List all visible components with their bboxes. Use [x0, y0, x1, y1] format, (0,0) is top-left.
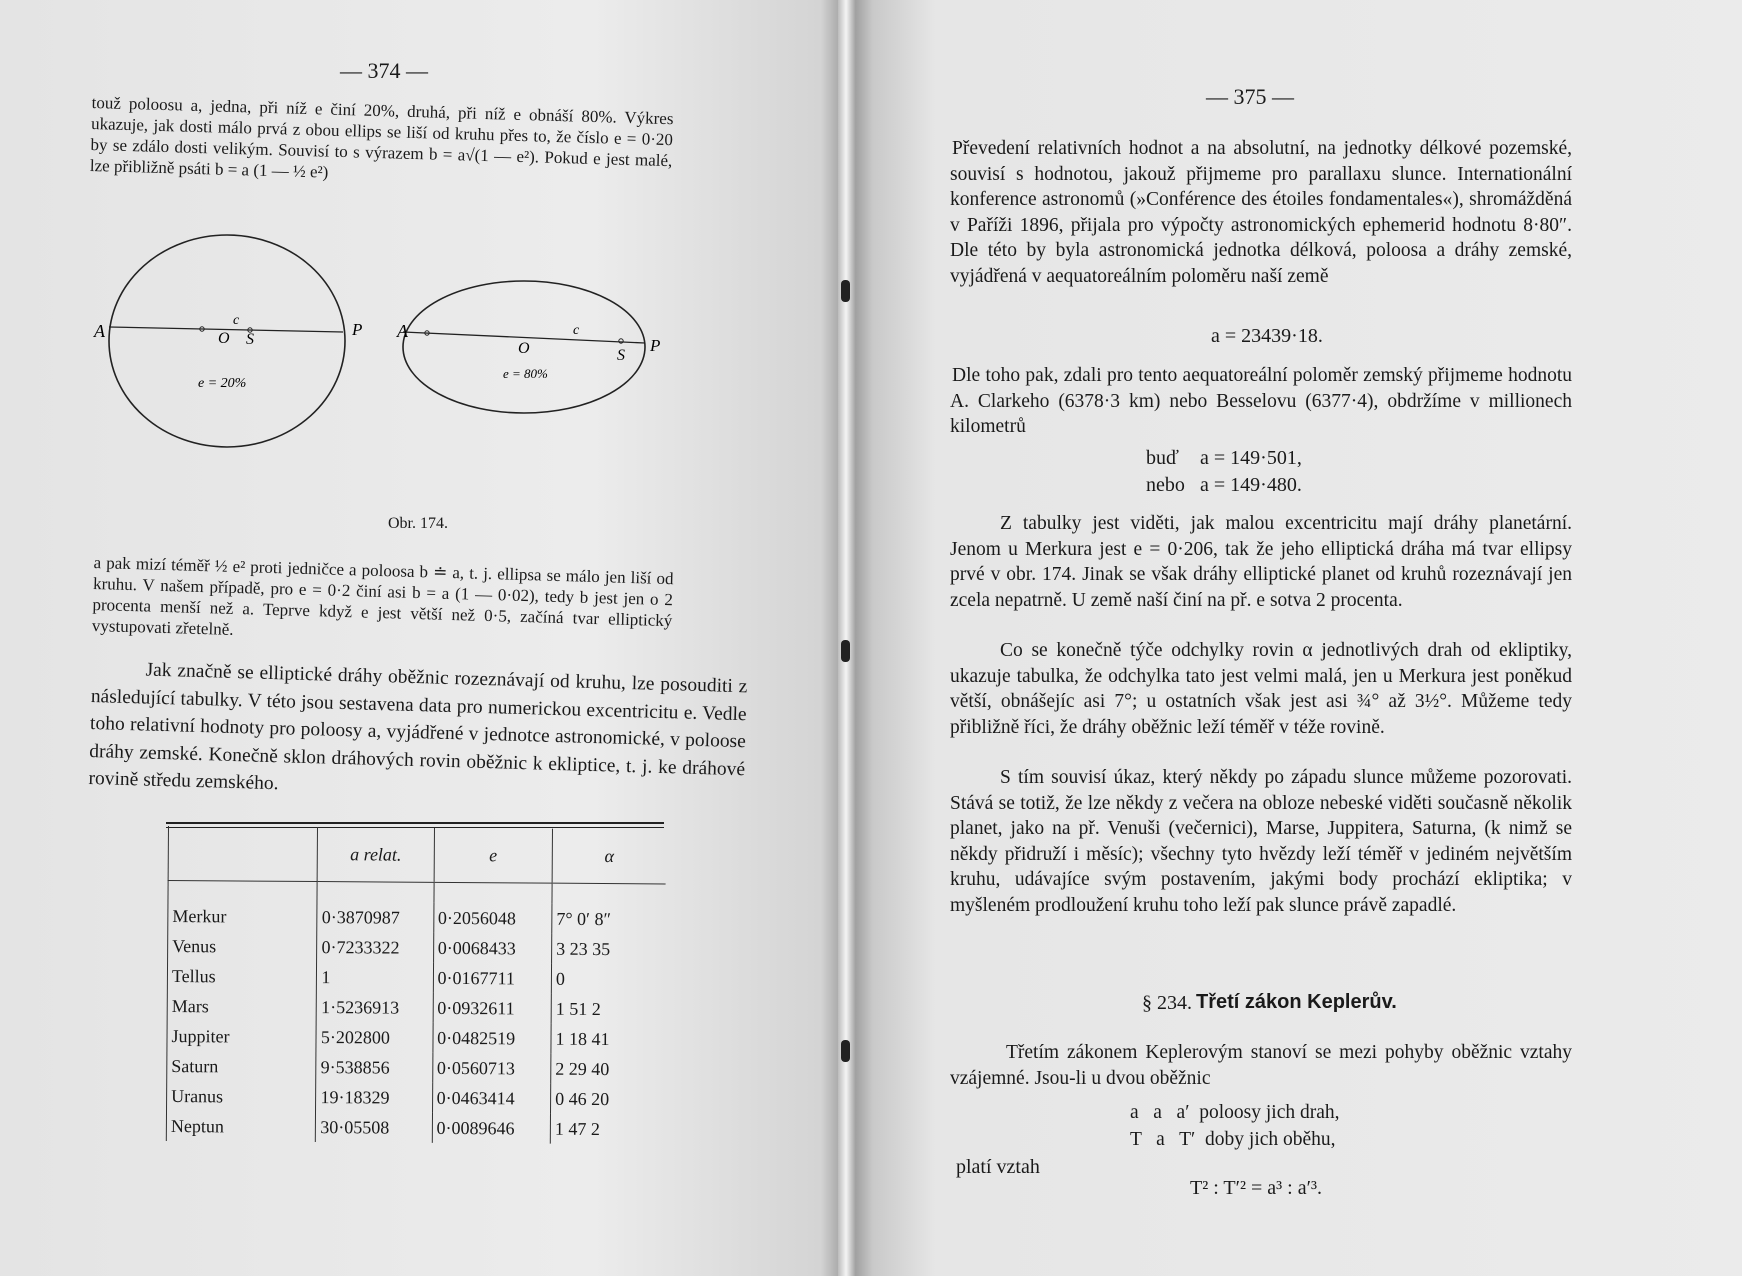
- eccentricity-cell: 0·0167711: [433, 963, 552, 994]
- eccentricity-cell: 0·2056048: [433, 903, 552, 934]
- inclination-cell: 0: [551, 964, 665, 995]
- table-intro-paragraph: Jak značně se elliptické dráhy oběžnic rozeznávají od kruhu, lze posouditi z následující tabulky. V této jsou sestavena data pro numerickou excentricitu e. Vedle toho relativní hodnoty pro poloosy a, vyjádřené v jednotce astronomické, v poloose dráhy zemské. Konečně sklon dráhových rovin oběžnic k ekliptice, t. j. ke dráhové rovině středu zemského.: [88, 659, 748, 795]
- header-a-relat: a relat.: [318, 827, 435, 882]
- section-title: Třetí zákon Keplerův.: [1196, 991, 1397, 1013]
- eccentricity-cell: 0·0068433: [433, 933, 552, 964]
- page-number-left: — 374 —: [340, 58, 428, 83]
- page-number-right: — 375 —: [1206, 84, 1294, 109]
- label-o-right: O: [518, 340, 530, 357]
- table-row: [168, 901, 666, 934]
- eccentricity-cell: 0·0932611: [433, 993, 552, 1024]
- label-o-left: O: [218, 330, 230, 347]
- table-row: [168, 931, 666, 964]
- a-relat-cell: 0·7233322: [317, 932, 433, 963]
- a-relat-cell: 19·18329: [316, 1082, 432, 1113]
- table-row: [167, 1021, 665, 1054]
- planet-name-cell: Saturn: [167, 1051, 317, 1082]
- planet-orbit-table: [166, 826, 666, 1144]
- label-p-right: P: [650, 336, 661, 355]
- label-eccentricity-20: e = 20%: [198, 376, 247, 391]
- planet-name-cell: Mars: [167, 991, 317, 1022]
- label-nebo: nebo: [1146, 474, 1185, 496]
- binding-stitch: [841, 1040, 850, 1062]
- table-row: [167, 1081, 665, 1114]
- planet-name-cell: Merkur: [168, 901, 318, 932]
- left-page: [0, 0, 846, 1276]
- header-planet: [168, 826, 318, 882]
- label-s-left: S: [246, 331, 254, 348]
- equation-clarke: a = 149·501,: [1200, 447, 1302, 469]
- inclination-cell: 1 47 2: [550, 1114, 664, 1145]
- inclination-cell: 7° 0′ 8″: [552, 904, 666, 935]
- ellipse-figure: [94, 235, 780, 505]
- a-relat-cell: 1·5236913: [317, 992, 433, 1023]
- binding-stitch: [841, 640, 850, 662]
- a-relat-cell: 30·05508: [316, 1112, 432, 1143]
- book-gutter: [838, 0, 856, 1276]
- kepler-law-equation: T² : T′² = a³ : a′³.: [1190, 1177, 1322, 1199]
- a-relat-cell: 1: [317, 962, 433, 993]
- planet-name-cell: Venus: [168, 931, 318, 962]
- table-top-rule: [166, 822, 664, 824]
- header-e: e: [434, 828, 553, 883]
- kepler-definition-t: T a T′ doby jich oběhu,: [1130, 1129, 1336, 1150]
- right-paragraph-2: Dle toho pak, zdali pro tento aequatoreální poloměr zemský přijmeme hodnotu A. Clarkeho (6378·3 km) nebo Besselovu (6377·4), obdržíme v millionech kilometrů: [950, 365, 1572, 437]
- table-row: [166, 1111, 664, 1144]
- label-a-right: A: [397, 321, 408, 341]
- table-header-row: [168, 826, 666, 884]
- label-c-left: c: [233, 313, 240, 328]
- eccentricity-cell: 0·0463414: [432, 1083, 551, 1114]
- ellipse-e80: [396, 281, 660, 413]
- table-body: [166, 881, 665, 1145]
- equation-a-earth: a = 23439·18.: [1211, 325, 1323, 347]
- left-intro-text: touž poloosu a, jedna, při níž e činí 20%, druhá, při níž e obnáší 80%. Výkres ukazuje, jak dosti málo prvá z obou ellips se liší od kruhu přes to, že číslo e = 0·20 by se zdálo dosti velikým. Souvisí to s výrazem b = a√(1 — e²). Pokud e jest malé, lze přibližně psáti b = a (1 — ½ e²): [89, 92, 674, 182]
- figure-caption: Obr. 174.: [388, 515, 448, 532]
- section-number: § 234.: [1142, 992, 1192, 1014]
- eccentricity-cell: 0·0089646: [432, 1113, 551, 1144]
- table-row: [167, 1051, 665, 1084]
- eccentricity-cell: 0·0482519: [433, 1023, 552, 1054]
- label-s-right: S: [617, 347, 625, 364]
- after-figure-text: a pak mizí téměř ½ e² proti jedničce a poloosa b ≐ a, t. j. ellipsa se málo jen liší od kruhu. V našem případě, pro e = 0·2 činí asi b = a (1 — 0·02), tedy b jest jen o 2 procenta menší než a. Teprve když e jest větší než 0·5, začíná tvar elliptický vystupovati zřetelně.: [91, 552, 674, 639]
- right-page: [846, 0, 1742, 1276]
- right-paragraph-6: Třetím zákonem Keplerovým stanoví se mezi pohyby oběžnic vztahy vzájemné. Jsou-li u dvou oběžnic: [950, 1042, 1572, 1089]
- a-relat-cell: 9·538856: [316, 1052, 432, 1083]
- planet-name-cell: Tellus: [167, 961, 317, 992]
- binding-stitch: [841, 280, 850, 302]
- label-a-left: A: [94, 321, 105, 341]
- a-relat-cell: 0·3870987: [317, 902, 433, 933]
- table-row: [167, 961, 665, 994]
- equation-bessel: a = 149·480.: [1200, 474, 1302, 496]
- right-paragraph-3: Z tabulky jest viděti, jak malou excentricitu mají dráhy planetární. Jenom u Merkura jest e = 0·206, tak že jeho elliptická dráha má tvar ellipsy prvé v obr. 174. Jinak se však dráhy elliptické planet od kruhů rozeznávají jen zcela nepatrně. U země naší činí na př. e sotva 2 procenta.: [950, 513, 1572, 611]
- inclination-cell: 3 23 35: [552, 934, 666, 965]
- planet-name-cell: Uranus: [167, 1081, 317, 1112]
- right-paragraph-4: Co se konečně týče odchylky rovin α jednotlivých drah od ekliptiky, ukazuje tabulka, že odchylka tato jest velmi malá, jen u Merkura jest poněkud větší, obnášejíc asi 7°; u ostatních však jest asi ¾° až 3½°. Můžeme tedy přibližně říci, že dráhy oběžnic leží téměř v téže rovině.: [950, 640, 1572, 738]
- table-row: [167, 991, 665, 1024]
- right-paragraph-1: Převedení relativních hodnot a na absolutní, na jednotky délkové pozemské, souvisí s hodnotou, jakouž přijmeme pro parallaxu slunce. Internationální konference astronomů (»Conférence des étoiles fondamentales«), shromážděná v Paříži 1896, přijala pro výpočty astronomických ephemerid hodnotu 8·80″. Dle této by byla astronomická jednotka délková, poloosa a dráhy zemské, vyjádřená v aequatoreálním poloměru naší země: [950, 138, 1572, 287]
- inclination-cell: 2 29 40: [551, 1054, 665, 1085]
- planet-name-cell: Neptun: [166, 1111, 316, 1142]
- kepler-definition-a: a a a′ poloosy jich drah,: [1130, 1102, 1340, 1123]
- inclination-cell: 0 46 20: [551, 1084, 665, 1115]
- label-eccentricity-80: e = 80%: [503, 366, 548, 381]
- label-c-right: c: [573, 323, 580, 338]
- inclination-cell: 1 51 2: [551, 994, 665, 1025]
- header-alpha: α: [552, 829, 666, 884]
- inclination-cell: 1 18 41: [551, 1024, 665, 1055]
- eccentricity-cell: 0·0560713: [432, 1053, 551, 1084]
- label-bud: buď: [1146, 447, 1179, 469]
- label-p-left: P: [352, 320, 363, 339]
- ellipse-e20: [93, 235, 362, 447]
- a-relat-cell: 5·202800: [316, 1022, 432, 1053]
- right-paragraph-5: S tím souvisí úkaz, který někdy po západu slunce můžeme pozorovati. Stává se totiž, že lze někdy z večera na obloze nebeské viděti současně několik planet, jako na př. Venuši (večernici), Marse, Juppitera, Saturna, (k nimž se někdy přidruží i měsíc); všechny tyto hvězdy leží téměř v jediném největším kruhu, udávajíce svým postavením, jakými body prochází ekliptika; v myšleném prodloužení kruhu toho leží pak slunce právě zapadlé.: [950, 767, 1572, 916]
- plati-vztah: platí vztah: [956, 1156, 1040, 1178]
- planet-name-cell: Juppiter: [167, 1021, 317, 1052]
